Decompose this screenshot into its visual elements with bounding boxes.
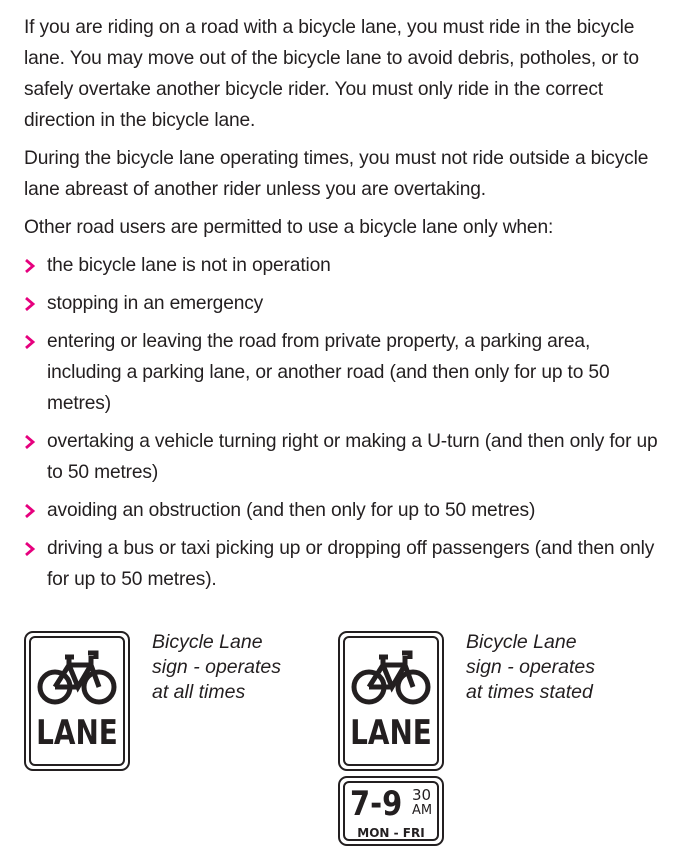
chevron-right-icon bbox=[24, 542, 36, 556]
chevron-right-icon bbox=[24, 259, 36, 273]
bicycle-lane-sign-all-times bbox=[24, 631, 130, 771]
list-item bbox=[24, 533, 664, 595]
bicycle-lane-sign-times-stated bbox=[338, 631, 444, 771]
list-item bbox=[24, 288, 664, 319]
list-item bbox=[24, 495, 664, 526]
list-item-text: avoiding an obstruction (and then only for up to 50 metres) bbox=[47, 500, 536, 521]
paragraph-other-road-users: Other road users are permitted to use a bicycle lane only when: bbox=[24, 217, 554, 238]
list-item-text: entering or leaving the road from private property, a parking area, including a parking lane, or another road (and then only for up to 50 metres) bbox=[47, 331, 610, 414]
sign-caption-all-times: Bicycle Lane sign - operates at all times bbox=[152, 631, 281, 703]
list-item bbox=[24, 426, 664, 488]
paragraph-bicycle-lane-rule: If you are riding on a road with a bicycle lane, you must ride in the bicycle lane. You may move out of the bicycle lane to avoid debris, potholes, or to safely overtake another bicycle rider. You must only ride in the correct direction in the bicycle lane. bbox=[24, 17, 639, 131]
list-item-text: driving a bus or taxi picking up or dropping off passengers (and then only for up to 50 metres). bbox=[47, 538, 655, 590]
bicycle-icon bbox=[350, 647, 432, 707]
chevron-right-icon bbox=[24, 297, 36, 311]
bicycle-icon bbox=[36, 647, 118, 707]
list-item-text: overtaking a vehicle turning right or making a U-turn (and then only for up to 50 metres) bbox=[47, 431, 658, 483]
time-plate-hours: 7-9 bbox=[350, 784, 403, 824]
time-plate-sign bbox=[338, 776, 444, 846]
chevron-right-icon bbox=[24, 435, 36, 449]
list-item-text: the bicycle lane is not in operation bbox=[47, 255, 331, 276]
lane-sign-text: LANE bbox=[350, 713, 432, 753]
list-item bbox=[24, 326, 664, 419]
document-body bbox=[24, 12, 664, 602]
permitted-uses-list bbox=[24, 250, 664, 595]
time-plate-days: MON - FRI bbox=[357, 826, 425, 840]
list-item bbox=[24, 250, 664, 281]
time-plate-meridiem: AM bbox=[412, 803, 433, 818]
sign-caption-times-stated: Bicycle Lane sign - operates at times stated bbox=[466, 631, 595, 703]
list-item-text: stopping in an emergency bbox=[47, 293, 264, 314]
time-plate-minutes: 30 bbox=[412, 786, 432, 804]
chevron-right-icon bbox=[24, 504, 36, 518]
chevron-right-icon bbox=[24, 335, 36, 349]
lane-sign-text: LANE bbox=[36, 713, 118, 753]
paragraph-operating-times: During the bicycle lane operating times, you must not ride outside a bicycle lane abreast of another rider unless you are overtaking. bbox=[24, 148, 649, 200]
